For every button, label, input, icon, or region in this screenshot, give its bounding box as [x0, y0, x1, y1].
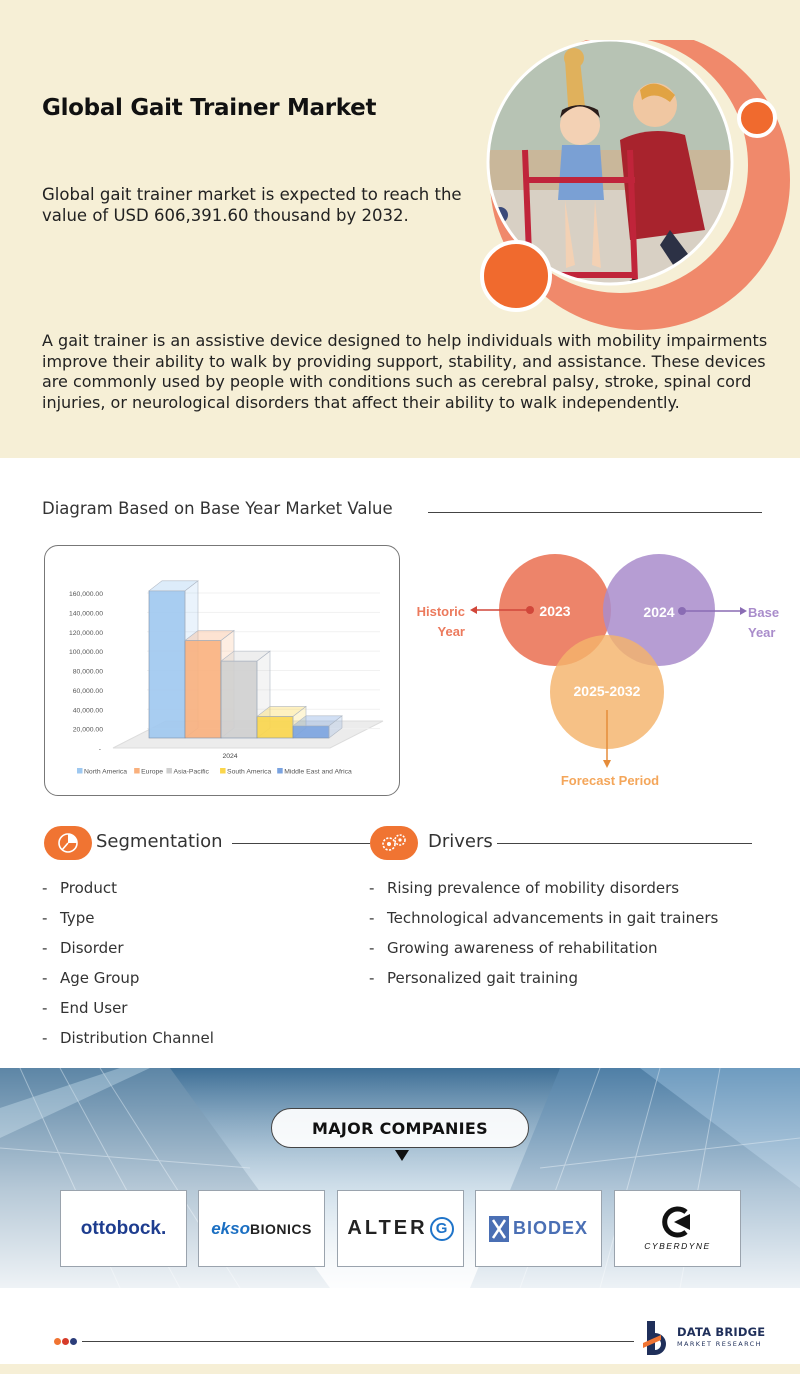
hero-section [0, 0, 800, 458]
legend-swatch [134, 768, 140, 774]
bottom-strip [0, 1364, 800, 1374]
segmentation-list [42, 878, 214, 1058]
ottobock-logo[interactable]: ottobock. [60, 1190, 187, 1267]
drivers-title: Drivers [424, 831, 497, 852]
segmentation-title: Segmentation [92, 831, 227, 852]
legend-label: Europe [141, 768, 164, 776]
driver-item: - Personalized gait training [369, 969, 578, 987]
legend-label: Asia-Pacific [173, 768, 209, 776]
bar [293, 726, 329, 738]
brand-subtitle: MARKET RESEARCH [677, 1340, 762, 1348]
bar [149, 591, 185, 738]
driver-item: - Rising prevalence of mobility disorders [369, 879, 680, 897]
segmentation-item: - Distribution Channel [42, 1029, 214, 1047]
legend-swatch [166, 768, 172, 774]
biodex-mark-icon [489, 1216, 509, 1242]
timeline-venn-diagram [405, 540, 800, 800]
forecast-arrow-head [603, 760, 611, 768]
historic-year-value: 2023 [539, 603, 571, 619]
footer-dot [70, 1338, 77, 1345]
y-tick-label: 100,000.00 [68, 649, 103, 657]
page-title: Global Gait Trainer Market [42, 95, 377, 121]
segmentation-badge [44, 826, 92, 860]
footer-divider [82, 1341, 634, 1342]
segmentation-item: - End User [42, 999, 128, 1017]
market-description: A gait trainer is an assistive device designed to help individuals with mobility impairments improve their ability to walk by providing support, stability, and assistance. These devices are commonly used by people with conditions such as cerebral palsy, stroke, spinal cord injuries, or neurological disorders that affect their ability to walk independently. [42, 331, 768, 412]
legend-label: South America [227, 768, 272, 776]
y-tick-label: 80,000.00 [72, 668, 103, 676]
cyberdyne-mark-icon [660, 1206, 696, 1238]
base-arrow-head [740, 607, 747, 615]
y-tick-label: 40,000.00 [72, 707, 103, 715]
base-label-1: Base [748, 605, 780, 620]
footer-dot [62, 1338, 69, 1345]
drivers-divider [497, 843, 752, 844]
brand-name: DATA BRIDGE [677, 1325, 766, 1339]
bar [185, 641, 221, 739]
footer-dot [54, 1338, 61, 1345]
legend-swatch [220, 768, 226, 774]
pie-chart-icon [44, 826, 92, 860]
segmentation-item: - Disorder [42, 939, 124, 957]
historic-arrow-head [470, 606, 477, 614]
drivers-badge [370, 826, 418, 860]
x-axis-label: 2024 [222, 753, 238, 760]
legend-label: Middle East and Africa [284, 768, 352, 776]
y-tick-label: - [98, 746, 101, 753]
cyberdyne-logo[interactable]: CYBERDYNE [614, 1190, 741, 1267]
y-tick-label: 60,000.00 [72, 687, 103, 695]
forecast-label: Forecast Period [560, 773, 660, 788]
y-tick-label: 120,000.00 [68, 629, 103, 637]
biodex-logo[interactable]: BIODEX [475, 1190, 602, 1267]
drivers-list [369, 878, 718, 998]
market-value-statement: Global gait trainer market is expected to reach the value of USD 606,391.60 thousand by 2032. [42, 185, 462, 225]
forecast-period-value: 2025-2032 [573, 683, 641, 699]
market-bar-chart [44, 545, 400, 796]
historic-label-2: Year [437, 624, 465, 639]
segmentation-divider [232, 843, 370, 844]
segmentation-item: - Type [42, 909, 95, 927]
y-tick-label: 160,000.00 [68, 591, 103, 598]
historic-label-1: Historic [416, 604, 465, 619]
driver-item: - Growing awareness of rehabilitation [369, 939, 658, 957]
diagram-section-title: Diagram Based on Base Year Market Value [42, 499, 397, 518]
legend-swatch [277, 768, 283, 774]
divider [428, 512, 762, 513]
driver-item: - Technological advancements in gait trainers [369, 909, 719, 927]
base-year-value: 2024 [643, 604, 675, 620]
y-tick-label: 20,000.00 [72, 726, 103, 734]
base-label-2: Year [748, 625, 776, 640]
hero-photo-illustration [470, 40, 800, 330]
y-tick-label: 140,000.00 [68, 610, 103, 618]
down-arrow-icon [395, 1150, 409, 1161]
ekso-bionics-logo[interactable]: ekso BIONICS [198, 1190, 325, 1267]
segmentation-item: - Product [42, 879, 117, 897]
segmentation-item: - Age Group [42, 969, 140, 987]
gears-icon [370, 826, 418, 860]
bar [257, 716, 293, 738]
legend-swatch [77, 768, 83, 774]
major-companies-button[interactable]: MAJOR COMPANIES [271, 1108, 529, 1148]
legend-label: North America [84, 768, 128, 776]
alterg-logo[interactable]: ALTER G [337, 1190, 464, 1267]
bar-chart-canvas [45, 546, 401, 797]
bar [221, 661, 257, 738]
